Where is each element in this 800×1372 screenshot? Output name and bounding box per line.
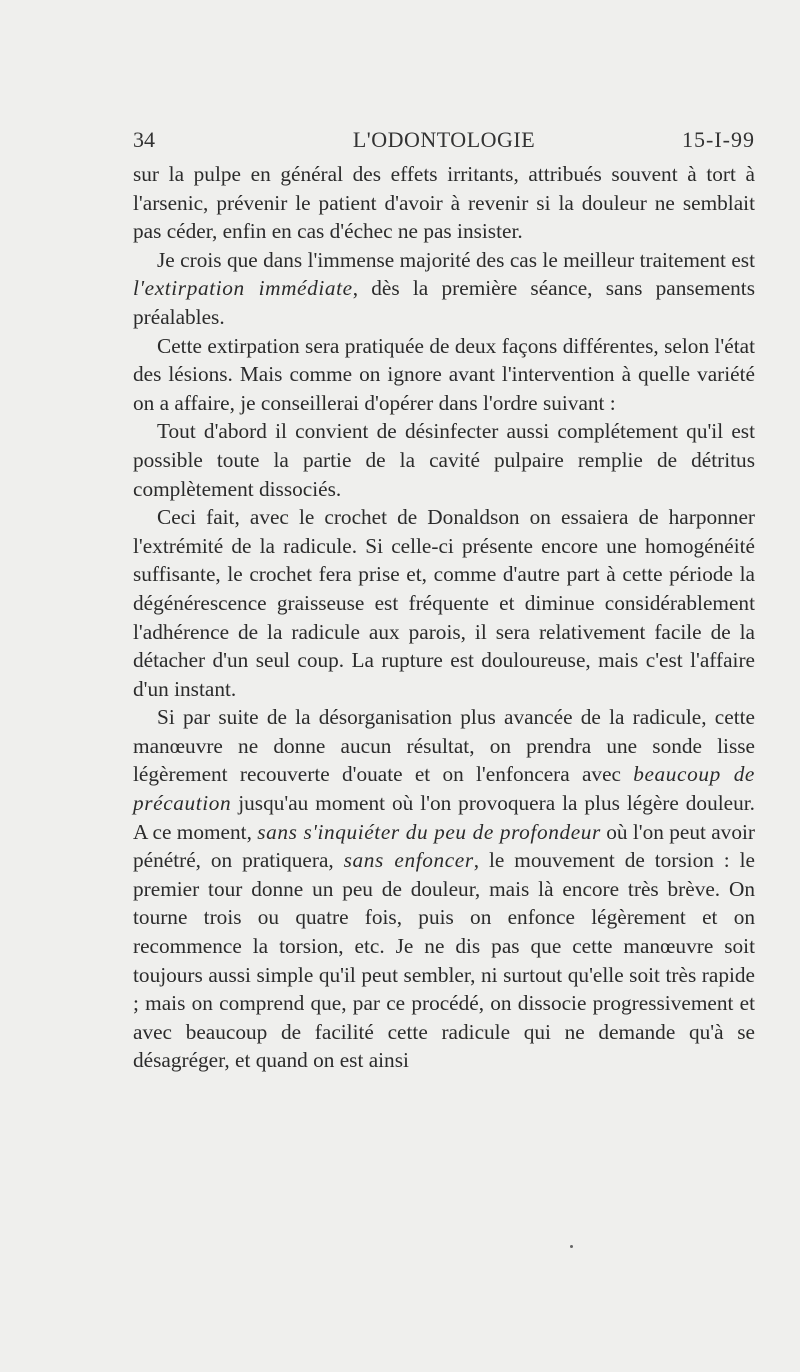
paragraph [133, 503, 755, 703]
text-run: Tout d'abord il convient de désinfecter aussi complétement qu'il est possible toute la partie de la cavité pulpaire remplie de détritus complètement dissociés. [133, 419, 755, 501]
paragraph [133, 332, 755, 418]
issue-date: 15-I-99 [682, 127, 755, 152]
text-run: Cette extirpation sera pratiquée de deux façons différentes, selon l'état des lésions. Mais comme on ignore avant l'intervention à quelle variété on a affaire, je conseillerai d'opérer dans l'ordre suivant : [133, 333, 755, 415]
text-run: Je crois que dans l'immense majorité des cas le meilleur traitement est [157, 247, 755, 272]
paragraph [133, 160, 755, 246]
text-run: sur la pulpe en général des effets irritants, attribués souvent à tort à l'arsenic, prévenir le patient d'avoir à revenir si la douleur ne semblait pas céder, enfin en cas d'échec ne pas insister. [133, 162, 755, 244]
italic-phrase: sans enfoncer [343, 848, 474, 873]
running-header [133, 127, 755, 157]
ink-speck [570, 1245, 573, 1248]
italic-phrase: l'extirpation immédiate [133, 276, 353, 301]
italic-phrase: beaucoup de précaution [133, 762, 755, 816]
text-run: où l'on peut avoir pénétré, on pratiquera, [133, 819, 755, 873]
text-run: , dès la première séance, sans pansements préalables. [133, 276, 756, 329]
text-run: jusqu'au moment où l'on provoquera la plus légère douleur. A ce moment, [133, 791, 755, 844]
running-title: L'ODONTOLOGIE [352, 127, 536, 152]
page-number: 34 [133, 127, 155, 152]
paragraph [133, 703, 755, 1075]
text-run: Ceci fait, avec le crochet de Donaldson on essaiera de harponner l'extrémité de la radicule. Si celle-ci présente encore une homogénéité suffisante, le crochet fera prise et, comme d'autre part à cette période la dégénérescence graisseuse est fréquente et diminue considérablement l'adhérence de la radicule aux parois, il sera relativement facile de la détacher d'un seul coup. La rupture est douloureuse, mais c'est l'affaire d'un instant. [133, 505, 755, 701]
text-run: Si par suite de la désorganisation plus avancée de la radicule, cette manœuvre ne donne aucun résultat, on prendra une sonde lisse légèrement recouverte d'ouate et on l'enfoncera avec [133, 705, 755, 787]
text-run: , le mouvement de torsion : le premier tour donne un peu de douleur, mais là encore très brève. On tourne trois ou quatre fois, puis on enfonce légèrement et on recommence la torsion, etc. Je ne dis pas que cette manœuvre soit toujours aussi simple qu'il peut sembler, ni surtout qu'elle soit très rapide ; mais on comprend que, par ce procédé, on dissocie progressivement et avec beaucoup de facilité cette radicule qui ne demande qu'à se désagréger, et quand on est ainsi [133, 848, 755, 1073]
paragraph [133, 417, 755, 503]
paragraph [133, 246, 755, 332]
italic-phrase: sans s'inquiéter du peu de profondeur [257, 819, 601, 844]
body-text [133, 160, 755, 1075]
